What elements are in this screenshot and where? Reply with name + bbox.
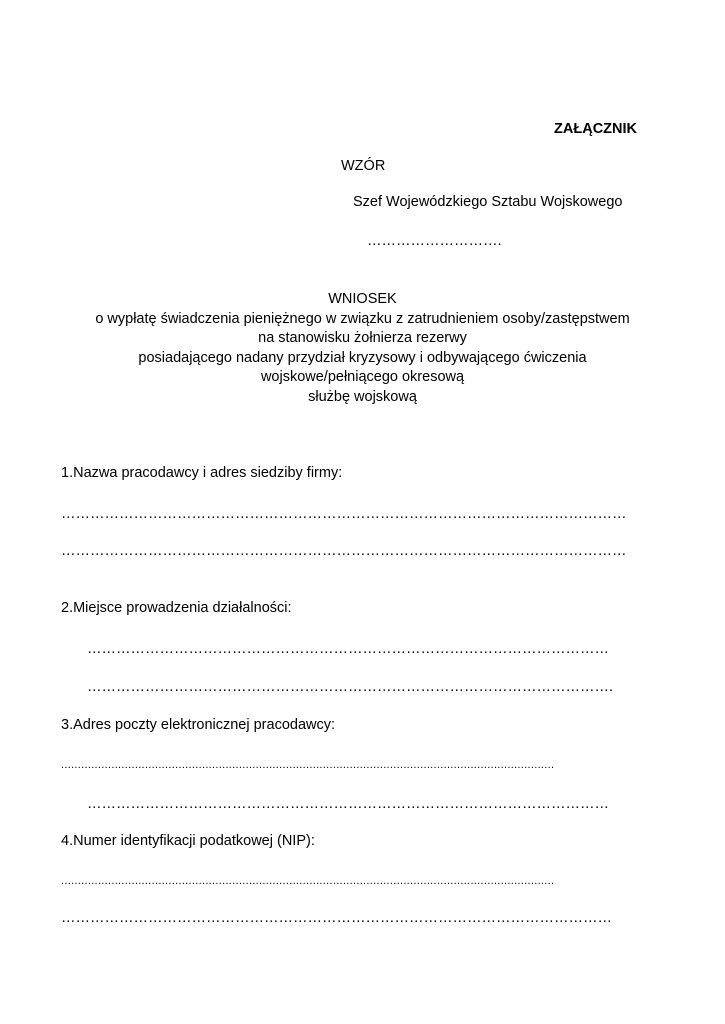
annex-label: ZAŁĄCZNIK	[554, 121, 637, 137]
heading-line: o wypłatę świadczenia pieniężnego w związku z zatrudnieniem osoby/zastępstwem	[95, 310, 630, 327]
heading-line: na stanowisku żołnierza rezerwy	[258, 330, 467, 346]
application-heading	[0, 290, 725, 407]
heading-title: WNIOSEK	[328, 291, 397, 307]
fill-line[interactable]: ………………………………………………………………………………………………	[87, 796, 609, 812]
addressee: Szef Wojewódzkiego Sztabu Wojskowego	[353, 194, 623, 210]
template-label: WZÓR	[341, 158, 386, 174]
field-label-business-location: 2.Miejsce prowadzenia działalności:	[61, 600, 292, 616]
fill-line[interactable]: ………………………………………………………………………………………………	[87, 641, 609, 657]
fill-line[interactable]: ………………………………………………………………………………………………………	[61, 543, 627, 559]
fill-line[interactable]: ……………………………………………………………………………………………….	[87, 679, 614, 695]
heading-line: posiadającego nadany przydział kryzysowy i odbywającego ćwiczenia	[138, 349, 587, 366]
fill-line[interactable]: ……………………………………………………………………………………………………	[61, 910, 612, 926]
heading-line: wojskowe/pełniącego okresową	[260, 369, 465, 385]
fill-line[interactable]: ...................................................................................................................................................	[61, 759, 555, 771]
field-label-employer-email: 3.Adres poczty elektronicznej pracodawcy:	[61, 717, 336, 733]
addressee-blank: ……………………….	[367, 233, 502, 249]
heading-line: służbę wojskową	[308, 388, 417, 405]
field-label-employer-name: 1.Nazwa pracodawcy i adres siedziby firmy:	[61, 465, 343, 481]
field-label-nip: 4.Numer identyfikacji podatkowej (NIP):	[61, 833, 315, 849]
fill-line[interactable]: ...................................................................................................................................................	[61, 875, 555, 887]
fill-line[interactable]: ………………………………………………………………………………………………………	[61, 506, 627, 522]
